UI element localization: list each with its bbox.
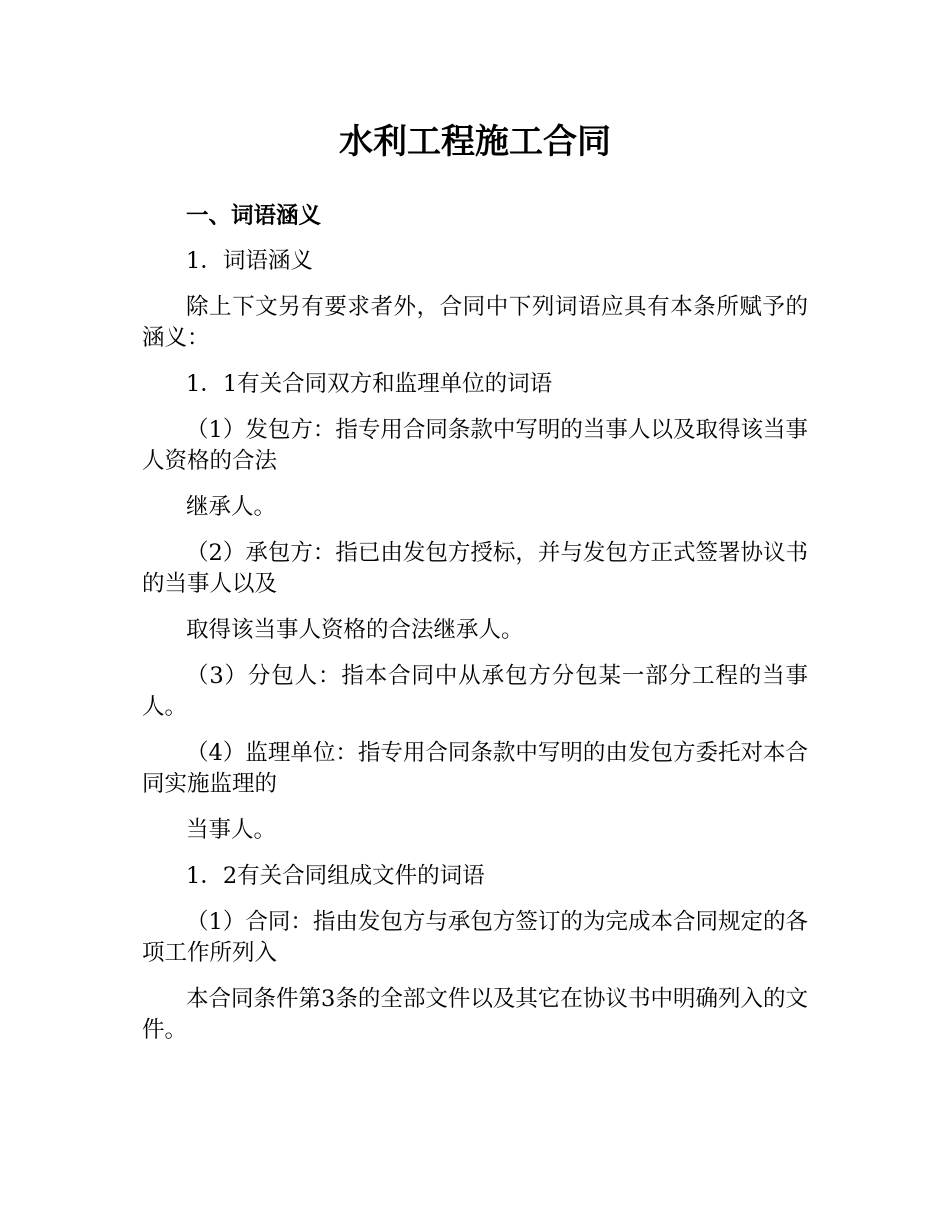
paragraph: 取得该当事人资格的合法继承人。 (186, 617, 524, 643)
paragraph: （2）承包方：指已由发包方授标，并与发包方正式签署协议书的当事人以及 (142, 540, 808, 597)
subclause-heading: 1．1有关合同双方和监理单位的词语 (186, 371, 553, 397)
document-title: 水利工程施工合同 (339, 122, 611, 162)
paragraph: （1）合同：指由发包方与承包方签订的为完成本合同规定的各项工作所列入 (142, 909, 808, 966)
subclause-heading: 1．2有关合同组成文件的词语 (186, 863, 485, 889)
document-body (142, 201, 808, 1061)
paragraph: （1）发包方：指专用合同条款中写明的当事人以及取得该当事人资格的合法 (142, 417, 808, 474)
section-heading: 一、词语涵义 (186, 203, 322, 229)
paragraph: 当事人。 (186, 817, 277, 843)
paragraph: （3）分包人：指本合同中从承包方分包某一部分工程的当事人。 (142, 663, 808, 720)
paragraph: 继承人。 (186, 494, 277, 520)
paragraph: 本合同条件第3条的全部文件以及其它在协议书中明确列入的文件。 (142, 986, 808, 1043)
paragraph: 除上下文另有要求者外，合同中下列词语应具有本条所赋予的涵义： (142, 294, 808, 351)
clause-heading: 1．词语涵义 (186, 248, 313, 274)
paragraph: （4）监理单位：指专用合同条款中写明的由发包方委托对本合同实施监理的 (142, 740, 808, 797)
